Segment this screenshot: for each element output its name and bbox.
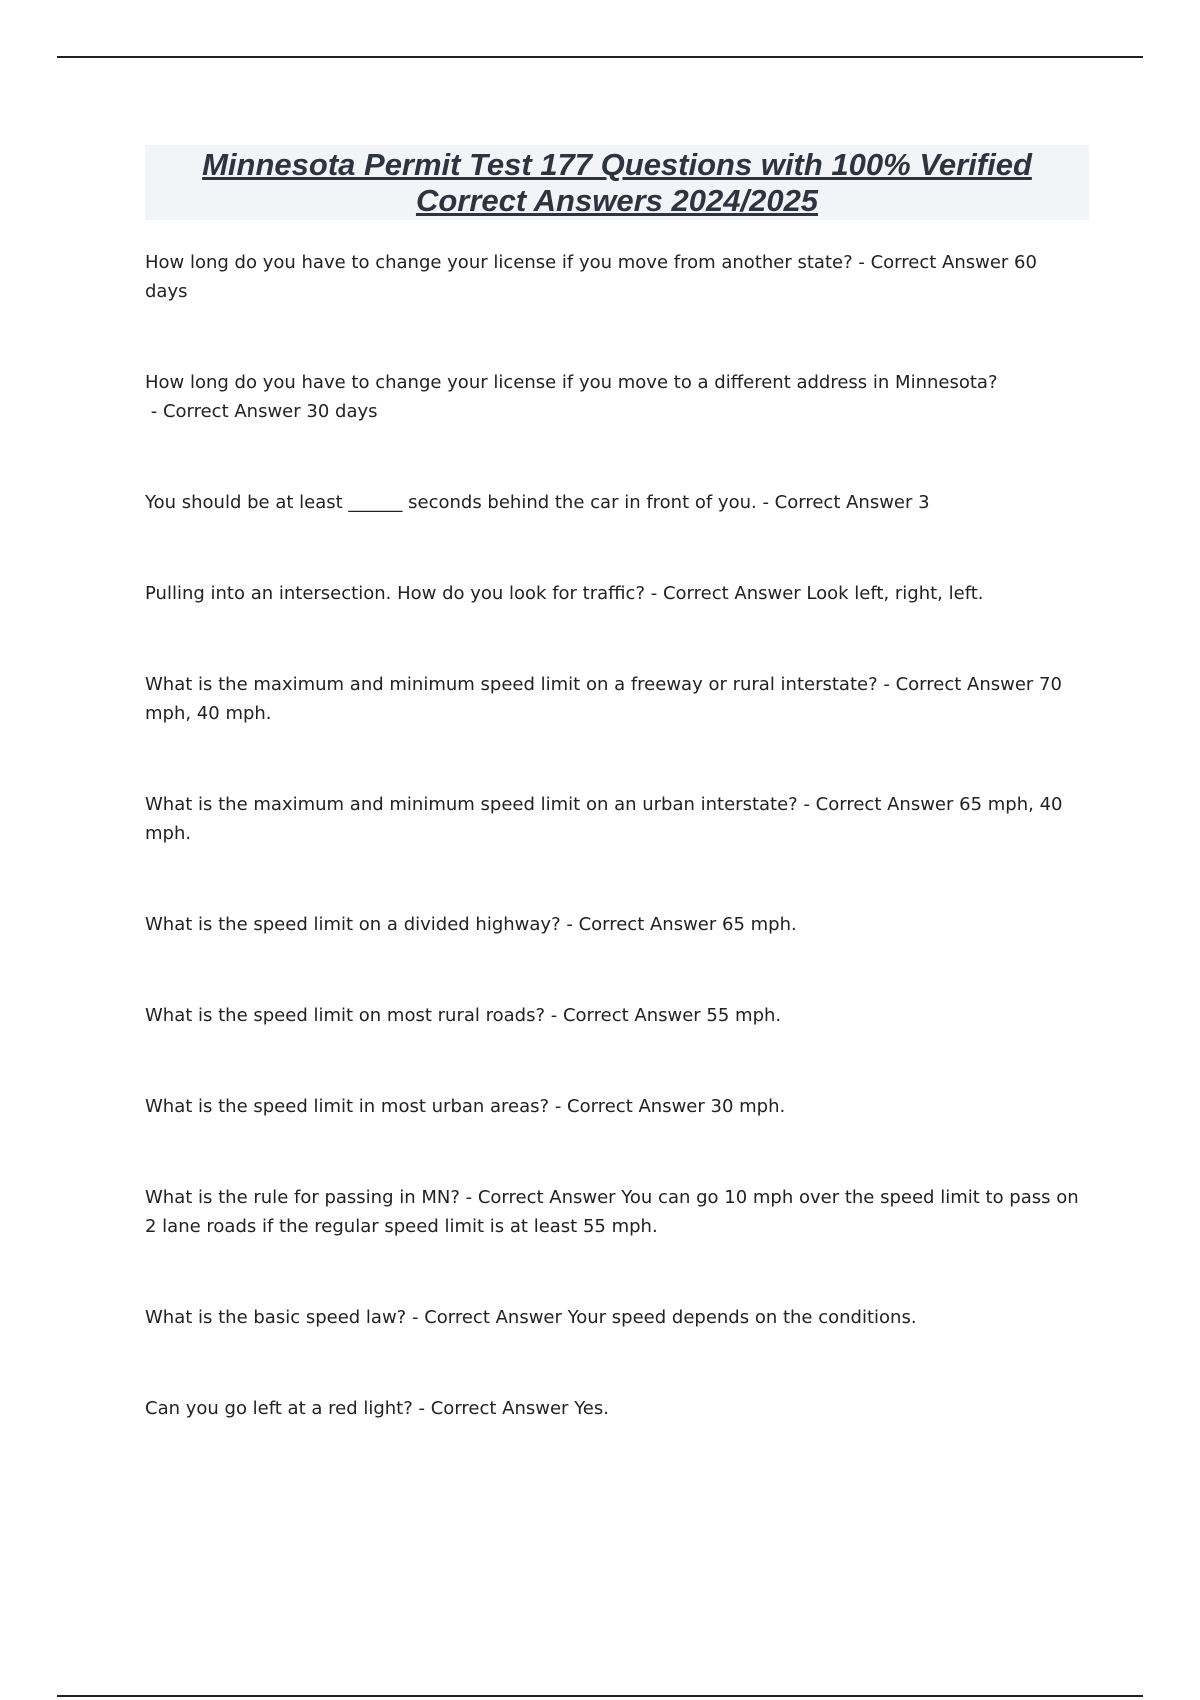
question-text: How long do you have to change your license if you move to a different address in Minnesota? <box>145 372 998 393</box>
qa-item-2 <box>145 368 1085 426</box>
qa-item-8 <box>145 1001 1085 1030</box>
answer-separator: - Correct Answer <box>877 674 1040 695</box>
answer-text: 55 mph. <box>706 1005 782 1026</box>
answer-separator: - Correct Answer <box>797 794 960 815</box>
qa-item-12 <box>145 1394 1085 1423</box>
answer-text: 30 days <box>306 401 378 422</box>
qa-item-6 <box>145 790 1085 848</box>
question-text: What is the speed limit in most urban areas? <box>145 1096 550 1117</box>
answer-separator: - Correct Answer <box>560 914 723 935</box>
qa-item-7 <box>145 910 1085 939</box>
qa-item-5 <box>145 670 1085 728</box>
qa-item-11 <box>145 1303 1085 1332</box>
answer-text: You can go 10 mph over the speed limit to pass on 2 lane roads if the regular speed limit is at least 55 mph. <box>145 1187 1079 1237</box>
answer-text: Yes. <box>574 1398 609 1419</box>
answer-text: Your speed depends on the conditions. <box>567 1307 917 1328</box>
header-rule <box>57 56 1143 58</box>
question-text: What is the maximum and minimum speed limit on an urban interstate? <box>145 794 798 815</box>
qa-item-1 <box>145 248 1085 306</box>
answer-text: 30 mph. <box>710 1096 786 1117</box>
qa-item-3 <box>145 488 1085 517</box>
question-text: You should be at least ______ seconds behind the car in front of you. <box>145 492 757 513</box>
answer-separator: - Correct Answer <box>145 401 307 422</box>
question-text: What is the speed limit on most rural roads? <box>145 1005 546 1026</box>
question-text: How long do you have to change your license if you move from another state? <box>145 252 853 273</box>
answer-separator: - Correct Answer <box>459 1187 622 1208</box>
qa-item-9 <box>145 1092 1085 1121</box>
question-text: What is the maximum and minimum speed limit on a freeway or rural interstate? <box>145 674 878 695</box>
question-text: Can you go left at a red light? <box>145 1398 413 1419</box>
question-text: What is the basic speed law? <box>145 1307 407 1328</box>
answer-text: 65 mph. <box>722 914 797 935</box>
question-text: What is the speed limit on a divided highway? <box>145 914 561 935</box>
qa-list <box>145 248 1085 1485</box>
answer-text: 65 mph, 40 mph. <box>145 794 1063 844</box>
answer-separator: - Correct Answer <box>756 492 919 513</box>
title-banner <box>145 145 1089 220</box>
question-text: What is the rule for passing in MN? <box>145 1187 460 1208</box>
answer-text: Look left, right, left. <box>806 583 984 604</box>
answer-separator: - Correct Answer <box>549 1096 711 1117</box>
qa-item-10 <box>145 1183 1085 1241</box>
answer-text: 60 days <box>145 252 1037 302</box>
qa-item-4 <box>145 579 1085 608</box>
answer-separator: - Correct Answer <box>545 1005 707 1026</box>
footer-rule <box>57 1695 1143 1697</box>
question-text: Pulling into an intersection. How do you look for traffic? <box>145 583 646 604</box>
document-title: Minnesota Permit Test 177 Questions with 100% Verified Correct Answers 2024/2025 <box>202 146 1032 218</box>
answer-separator: - Correct Answer <box>645 583 807 604</box>
answer-separator: - Correct Answer <box>406 1307 568 1328</box>
answer-text: 70 mph, 40 mph. <box>145 674 1062 724</box>
answer-text: 3 <box>918 492 930 513</box>
answer-separator: - Correct Answer <box>412 1398 575 1419</box>
answer-separator: - Correct Answer <box>852 252 1015 273</box>
